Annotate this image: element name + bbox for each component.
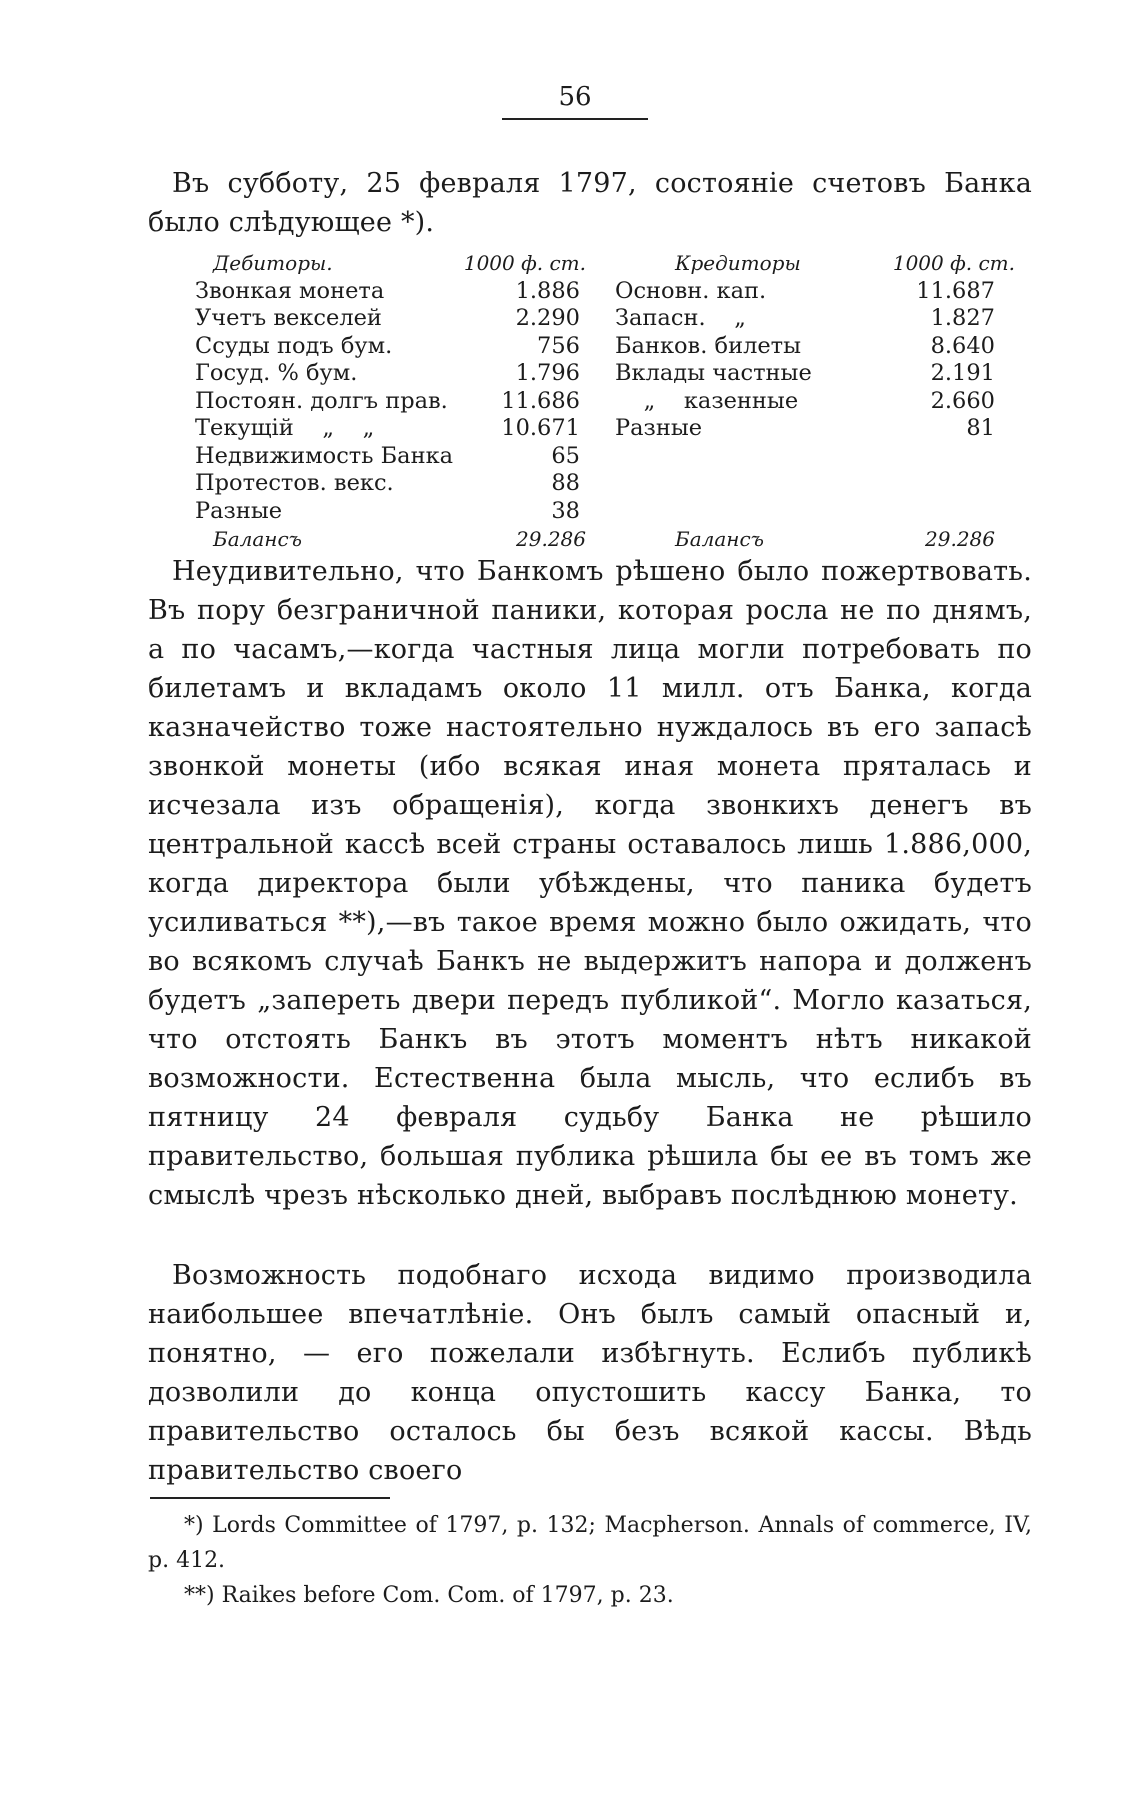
credit-spacer — [615, 443, 995, 526]
credit-row-label: „ казенные — [615, 387, 799, 414]
debit-row-label: Ссуды подъ бум. — [195, 332, 393, 359]
credit-row-value: 81 — [966, 415, 995, 441]
debit-row-value: 88 — [551, 470, 580, 496]
debit-row — [195, 388, 580, 416]
credit-row — [615, 333, 995, 361]
debit-row-value: 756 — [537, 332, 580, 359]
debit-row-label: Учетъ векселей — [195, 305, 382, 331]
debit-row-label: Текущій „ „ — [195, 415, 375, 441]
debit-row — [195, 360, 580, 388]
credit-row-value: 8.640 — [930, 332, 995, 359]
paragraph-2-text: Неудивительно, что Банкомъ рѣшено было пожертвовать. Въ пору безграничной паники, которая росла не по днямъ, а по часамъ,—когда частныя лица могли потребовать по билетамъ и вкладамъ около 11 милл. отъ Банка, когда казначейство тоже настоятельно нуждалось въ его запасѣ звонкой монеты (ибо всякая иная монета пряталась и исчезала изъ обращенія), когда звонкихъ денегъ въ центральной кассѣ всей страны оставалось лишь 1.886,000, когда директора были убѣждены, что паника будетъ усиливаться **),—въ такое время можно было ожидать, что во всякомъ случаѣ Банкъ не выдержитъ напора и долженъ будетъ „запереть двери передъ публикой“. Могло казаться, что отстоять Банкъ въ этотъ моментъ нѣтъ никакой возможности. Естественна была мысль, что еслибъ въ пятницу 24 февраля судьбу Банка не рѣшило правительство, большая публика рѣшила бы ее въ томъ же смыслѣ чрезъ нѣсколько дней, выбравъ послѣднюю монету. — [148, 556, 1032, 1211]
body-paragraph — [148, 1256, 1032, 1490]
debit-row-label: Недвижимость Банка — [195, 442, 454, 469]
debit-row-value: 11.686 — [501, 387, 580, 414]
debit-total-row — [195, 525, 586, 553]
credit-header: Кредиторы — [675, 251, 801, 275]
paragraph-3-text: Возможность подобнаго исхода видимо производила наибольшее впечатлѣніе. Онъ былъ самый опасный и, понятно, — его пожелали избѣгнуть. Еслибъ публикѣ дозволили до конца опустошить кассу Банка, то правительство осталось бы безъ всякой кассы. Вѣдь правительство своего — [148, 1260, 1032, 1486]
debit-row-value: 38 — [551, 497, 580, 524]
credit-header-row — [615, 250, 1015, 278]
debit-total-value: 29.286 — [516, 527, 586, 551]
debit-row — [195, 305, 580, 333]
debit-unit: 1000 ф. ст. — [463, 251, 586, 275]
credit-row — [615, 360, 995, 388]
debit-row — [195, 278, 580, 306]
debit-row-value: 2.290 — [515, 305, 580, 331]
intro-text: Въ субботу, 25 февраля 1797, состояніе счетовъ Банка было слѣдующее *). — [148, 168, 1032, 238]
debit-row-value: 65 — [551, 442, 580, 469]
debit-row — [195, 470, 580, 498]
credit-row-value: 2.660 — [930, 387, 995, 414]
footnotes — [148, 1508, 1032, 1613]
debit-row-value: 10.671 — [501, 415, 580, 441]
credit-row-value: 1.827 — [930, 305, 995, 331]
body-paragraph — [148, 552, 1032, 1215]
debit-row — [195, 415, 580, 443]
credit-row — [615, 278, 995, 306]
page-number: 56 — [558, 82, 592, 112]
debit-column — [195, 250, 586, 553]
credit-rows — [615, 278, 995, 526]
debit-header-row — [195, 250, 586, 278]
credit-row — [615, 305, 995, 333]
page-number-rule — [502, 118, 648, 120]
debit-row-label: Постоян. долгъ прав. — [195, 387, 448, 414]
debit-header: Дебиторы. — [213, 251, 333, 275]
footnote-rule — [150, 1497, 390, 1499]
intro-paragraph — [148, 164, 1032, 242]
credit-row — [615, 388, 995, 416]
debit-row-value: 1.796 — [515, 360, 580, 386]
debit-row — [195, 443, 580, 471]
credit-total-value: 29.286 — [925, 527, 995, 551]
credit-row-value: 11.687 — [916, 277, 995, 304]
debit-row-label: Разные — [195, 497, 283, 524]
credit-row-value: 2.191 — [930, 360, 995, 386]
credit-unit: 1000 ф. ст. — [892, 251, 1015, 275]
credit-total-label: Балансъ — [675, 527, 764, 551]
credit-row-label: Разные — [615, 415, 703, 441]
credit-row-label: Вклады частные — [615, 360, 812, 386]
debit-row-label: Протестов. векс. — [195, 470, 394, 496]
debit-row-label: Госуд. % бум. — [195, 360, 358, 386]
debit-rows — [195, 278, 580, 526]
credit-row-label: Банков. билеты — [615, 332, 802, 359]
debit-row-value: 1.886 — [515, 277, 580, 304]
credit-row-label: Основн. кап. — [615, 277, 767, 304]
debit-row — [195, 333, 580, 361]
credit-row-label: Запасн. „ — [615, 305, 746, 331]
footnote-1: *) Lords Committee of 1797, p. 132; Macpherson. Annals of commerce, IV, p. 412. — [148, 1513, 1032, 1573]
footnote-2: **) Raikes before Com. Com. of 1797, p. 23. — [184, 1583, 674, 1608]
credit-column — [615, 250, 1015, 553]
debit-row-label: Звонкая монета — [195, 277, 385, 304]
debit-total-label: Балансъ — [213, 527, 302, 551]
credit-row — [615, 415, 995, 443]
credit-total-row — [615, 525, 995, 553]
debit-row — [195, 498, 580, 526]
